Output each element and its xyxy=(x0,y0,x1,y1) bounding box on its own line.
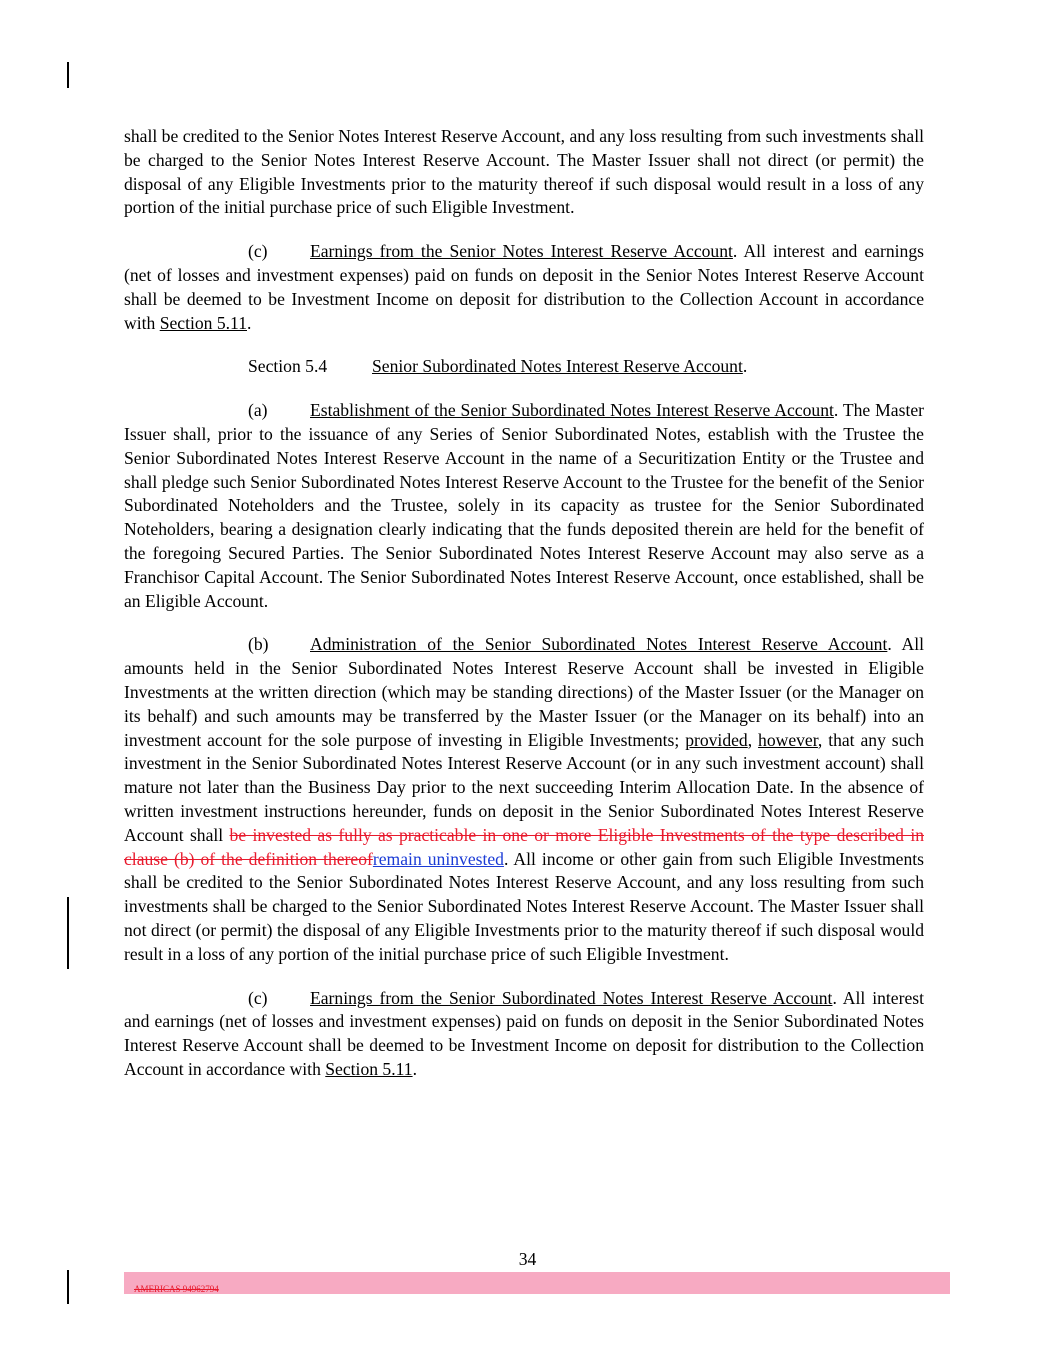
deleted-clause-reference: clause (b) xyxy=(124,848,195,869)
clause-text: . All income or other gain from such Eligible Investments shall be credited to the Senior Subordinated Notes Interest Reserve Account, and any loss resulting from such investments shall be charged to the Senior Subordinated Notes Interest Reserve Account. The Master Issuer shall not direct (or permit) the disposal of any Eligible Investments prior to the maturity thereof if such disposal would result in a loss of any portion of the initial purchase price of such Eligible Investment. xyxy=(124,848,924,964)
clause-text: . The Master Issuer shall, prior to the issuance of any Series of Senior Subordinated Notes, establish with the Trustee the Senior Subordinated Notes Interest Reserve Account in the name of a Securitization Entity or the Trustee and shall pledge such Senior Subordinated Notes Interest Reserve Account to the Trustee for the benefit of the Senior Subordinated Noteholders and the Trustee, solely in its capacity as trustee for the Senior Subordinated Noteholders, bearing a designation clearly indicating that the funds deposited therein are held for the benefit of the foregoing Secured Parties. The Senior Subordinated Notes Interest Reserve Account may also serve as a Franchisor Capital Account. The Senior Subordinated Notes Interest Reserve Account, once established, shall be an Eligible Account. xyxy=(124,400,924,611)
paragraph-c-earnings-senior: (c) Earnings from the Senior Notes Interest Reserve Account. All interest and earnings (net of losses and investment expenses) paid on funds on deposit in the Senior Notes Interest Reserve Account shall be deemed to be Investment Income on deposit for distribution to the Collection Account in accordance with Section 5.11. xyxy=(124,241,924,333)
provided-term: provided xyxy=(685,729,748,750)
clause-title: Administration of the Senior Subordinated Notes Interest Reserve Account xyxy=(310,634,888,655)
change-bar-top xyxy=(67,62,69,88)
inserted-text: remain uninvested xyxy=(372,848,504,869)
section-reference: Section 5.11 xyxy=(325,1058,413,1079)
section-number: Section 5.4 xyxy=(248,356,328,377)
clause-title: Earnings from the Senior Notes Interest Reserve Account xyxy=(310,241,733,262)
document-body xyxy=(124,125,924,1102)
clause-label: (c) xyxy=(248,987,268,1008)
section-reference: Section 5.11 xyxy=(159,312,247,333)
deleted-text: of the definition thereof xyxy=(194,848,373,869)
however-term: however xyxy=(758,729,818,750)
clause-text: . All interest and earnings (net of losses and investment expenses) paid on funds on deposit in the Senior Subordinated Notes Interest Reserve Account shall be deemed to be Investment Income on deposit for distribution to the Collection Account in accordance with xyxy=(124,987,924,1079)
page-number: 34 xyxy=(518,1249,537,1269)
change-bar-middle xyxy=(67,897,69,969)
paragraph-a-establishment xyxy=(124,399,924,613)
clause-label: (a) xyxy=(248,400,268,421)
paragraph-c-earnings-subordinated: (c) Earnings from the Senior Subordinated Notes Interest Reserve Account. All interest and earnings (net of losses and investment expenses) paid on funds on deposit in the Senior Subordinated Notes Interest Reserve Account shall be deemed to be Investment Income on deposit for distribution to the Collection Account in accordance with Section 5.11. xyxy=(124,987,924,1079)
paragraph-b-administration: (b) Administration of the Senior Subordinated Notes Interest Reserve Account. All amounts held in the Senior Subordinated Notes Interest Reserve Account shall be invested in Eligible Investments at the written direction (which may be standing directions) of the Master Issuer (or the Manager on its behalf) and such amounts may be transferred by the Master Issuer (or the Manager on its behalf) into an investment account for the sole purpose of investing in Eligible Investments; provided, however, that any such investment in the Senior Subordinated Notes Interest Reserve Account (or in any such investment account) shall mature not later than the Business Day prior to the next succeeding Interim Allocation Date. In the absence of written investment instructions hereunder, funds on deposit in the Senior Subordinated Notes Interest Reserve Account shall be invested as fully as practicable in one or more Eligible Investments of the type described in clause (b) of the definition thereofremain uninvested. All income or other gain from such Eligible Investments shall be credited to the Senior Subordinated Notes Interest Reserve Account, and any loss resulting from such investments shall be charged to the Senior Subordinated Notes Interest Reserve Account. The Master Issuer shall not direct (or permit) the disposal of any Eligible Investments prior to the maturity thereof if such disposal would result in a loss of any portion of the initial purchase price of such Eligible Investment. xyxy=(124,634,924,964)
clause-title: Earnings from the Senior Subordinated Notes Interest Reserve Account xyxy=(310,987,833,1008)
document-id: AMERICAS 94962794 xyxy=(134,1284,219,1294)
section-title: Senior Subordinated Notes Interest Reserve Account xyxy=(372,356,743,377)
paragraph-continuation: shall be credited to the Senior Notes Interest Reserve Account, and any loss resulting from such investments shall be charged to the Senior Notes Interest Reserve Account. The Master Issuer shall not direct (or permit) the disposal of any Eligible Investments prior to the maturity thereof if such disposal would result in a loss of any portion of the initial purchase price of such Eligible Investment. xyxy=(124,126,924,218)
section-heading: Section 5.4 Senior Subordinated Notes Interest Reserve Account. xyxy=(248,355,924,379)
change-bar-bottom xyxy=(67,1270,69,1304)
clause-label: (b) xyxy=(248,634,269,655)
clause-text: . All amounts held in the Senior Subordinated Notes Interest Reserve Account shall be invested in Eligible Investments at the written direction (which may be standing directions) of the Master Issuer (or the Manager on its behalf) and such amounts may be transferred by the Master Issuer (or the Manager on its behalf) into an investment account for the sole purpose of investing in Eligible Investments; xyxy=(124,634,924,750)
clause-title: Establishment of the Senior Subordinated Notes Interest Reserve Account xyxy=(310,400,834,421)
clause-text: , that any such investment in the Senior Subordinated Notes Interest Reserve Account (or in any such investment account) shall mature not later than the Business Day prior to the next succeeding Interim Allocation Date. In the absence of written investment instructions hereunder, funds on deposit in the Senior Subordinated Notes Interest Reserve Account shall xyxy=(124,729,924,845)
footer-band xyxy=(124,1272,950,1294)
deleted-text: be invested as fully as practicable in one or more Eligible Investments of the type described in xyxy=(229,824,924,845)
clause-label: (c) xyxy=(248,241,268,262)
clause-text: . All interest and earnings (net of losses and investment expenses) paid on funds on deposit in the Senior Notes Interest Reserve Account shall be deemed to be Investment Income on deposit for distribution to the Collection Account in accordance with xyxy=(124,241,924,333)
